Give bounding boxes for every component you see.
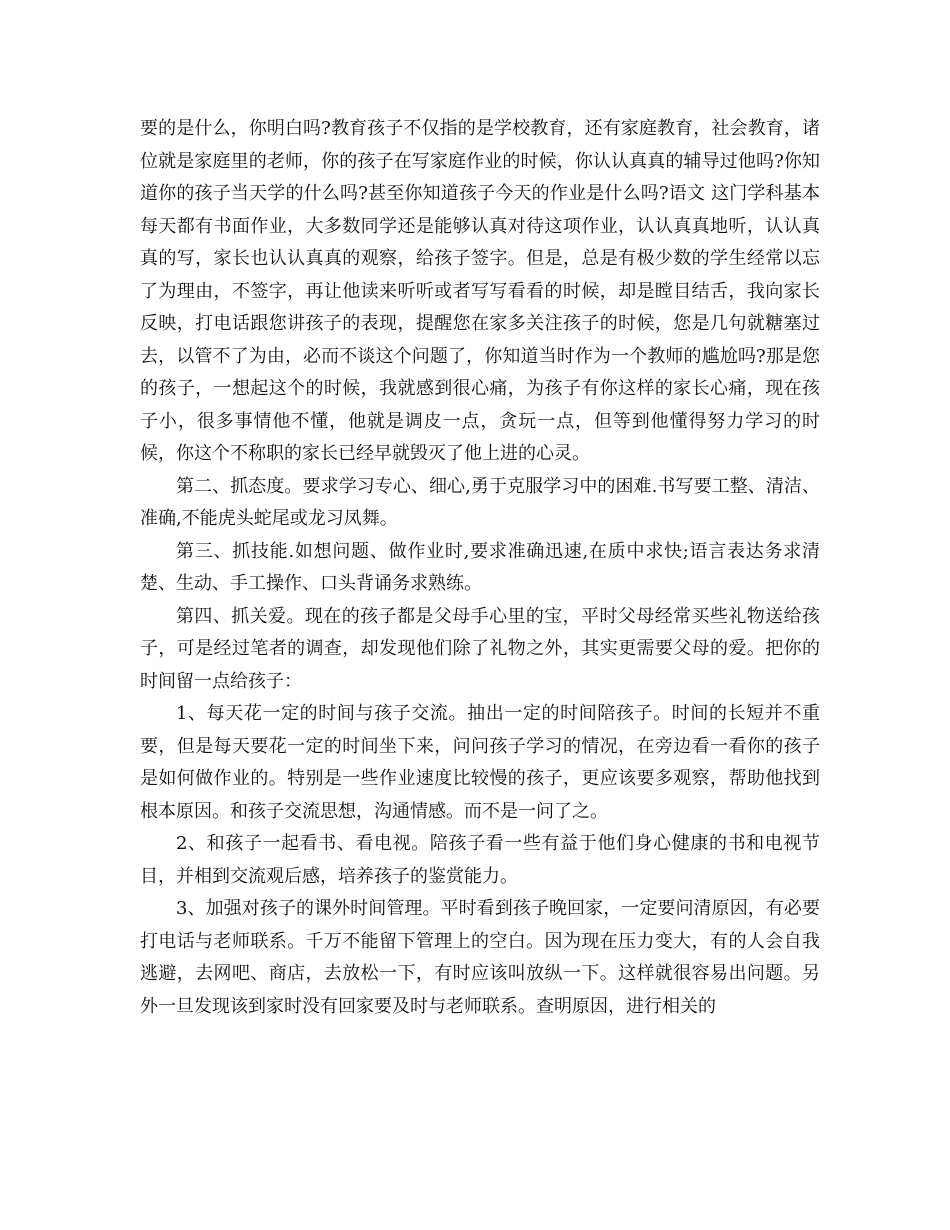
paragraph-skills: 第三、抓技能.如想问题、做作业时,要求准确迅速,在质中求快;语言表达务求清楚、生动、手工操作、口头背诵务求熟练。 — [140, 540, 820, 594]
document-page — [140, 113, 820, 1023]
paragraph-continuation: 要的是什么，你明白吗?教育孩子不仅指的是学校教育，还有家庭教育，社会教育，诸位就是家庭里的老师，你的孩子在写家庭作业的时候，你认认真真的辅导过他吗?你知道你的孩子当天学的什么吗?甚至你知道孩子今天的作业是什么吗?语文 这门学科基本每天都有书面作业，大多数同学还是能够认真对待这项作业，认认真真地听，认认真真的写，家长也认认真真的观察，给孩子签字。但是，总是有极少数的学生经常以忘了为理由，不签字，再让他读来听听或者写写看看的时候，却是瞠目结舌，我向家长反映，打电话跟您讲孩子的表现，提醒您在家多关注孩子的时候，您是几句就糖塞过去，以管不了为由，必而不谈这个问题了，你知道当时作为一个教师的尴尬吗?那是您的孩子，一想起这个的时候，我就感到很心痛，为孩子有你这样的家长心痛，现在孩子小，很多事情他不懂，他就是调皮一点，贪玩一点，但等到他懂得努力学习的时候，你这个不称职的家长已经早就毁灭了他上进的心灵。 — [140, 118, 820, 464]
paragraph-care: 第四、抓关爱。现在的孩子都是父母手心里的宝，平时父母经常买些礼物送给孩子，可是经过笔者的调查，却发现他们除了礼物之外，其实更需要父母的爱。把你的时间留一点给孩子： — [140, 605, 820, 692]
list-item-2: 2、和孩子一起看书、看电视。陪孩子看一些有益于他们身心健康的书和电视节目，并相到交流观后感，培养孩子的鉴赏能力。 — [140, 833, 820, 887]
list-item-3: 3、加强对孩子的课外时间管理。平时看到孩子晚回家，一定要问清原因，有必要打电话与老师联系。千万不能留下管理上的空白。因为现在压力变大，有的人会自我逃避，去网吧、商店，去放松一下，有时应该叫放纵一下。这样就很容易出问题。另外一旦发现该到家时没有回家要及时与老师联系。查明原因，进行相关的 — [140, 898, 820, 1017]
list-item-1: 1、每天花一定的时间与孩子交流。抽出一定的时间陪孩子。时间的长短并不重要，但是每天要花一定的时间坐下来，问问孩子学习的情况，在旁边看一看你的孩子是如何做作业的。特别是一些作业速度比较慢的孩子，更应该要多观察，帮助他找到根本原因。和孩子交流思想，沟通情感。而不是一问了之。 — [140, 703, 820, 822]
paragraph-attitude: 第二、抓态度。要求学习专心、细心,勇于克服学习中的困难.书写要工整、清洁、准确,不能虎头蛇尾或龙习凤舞。 — [140, 475, 820, 529]
